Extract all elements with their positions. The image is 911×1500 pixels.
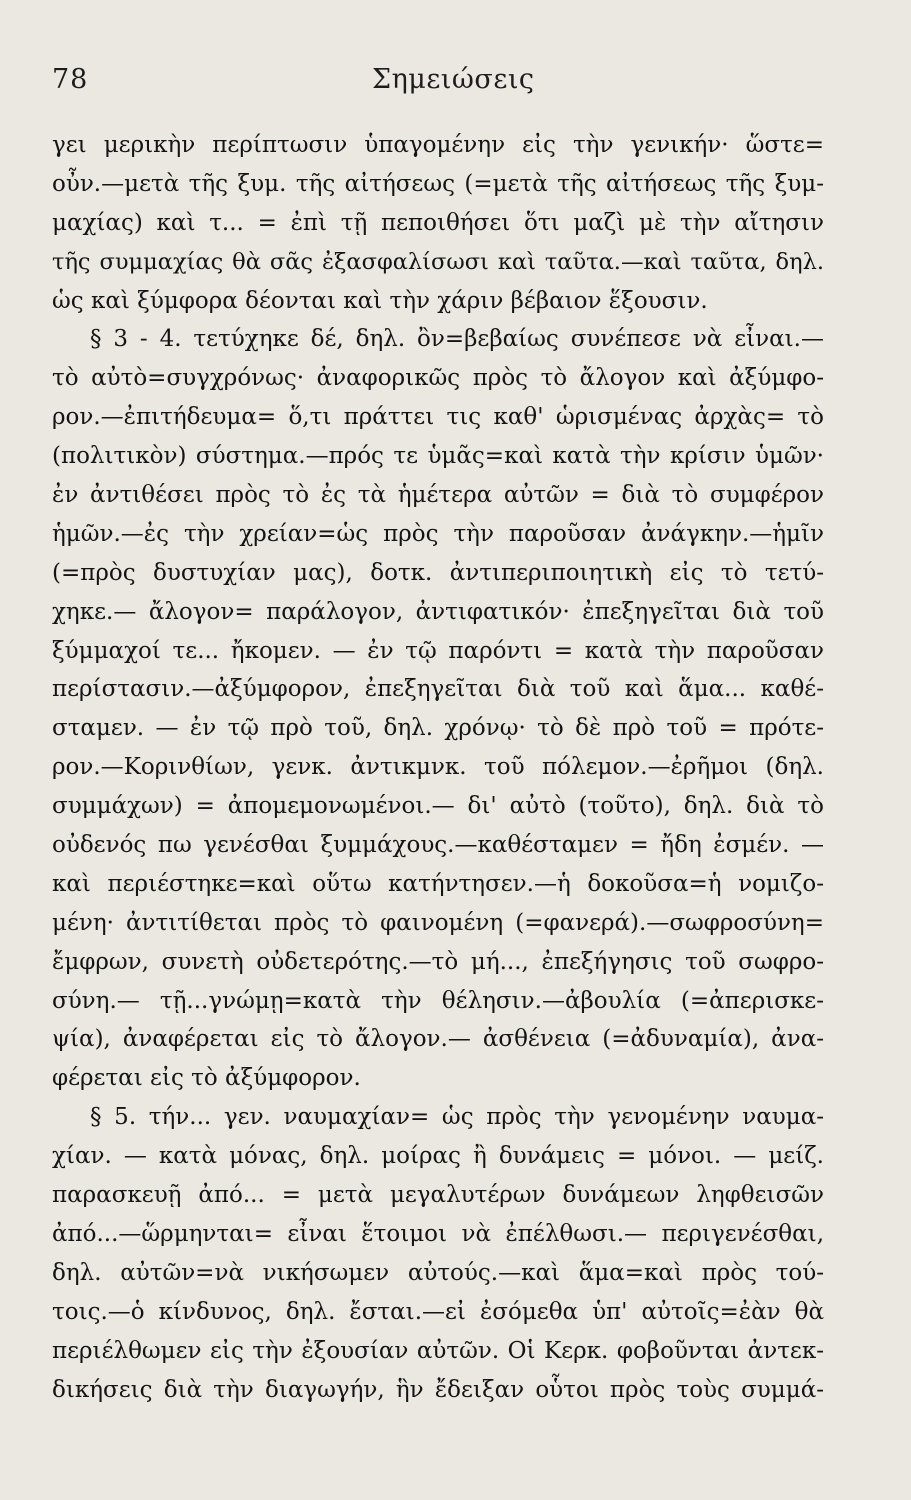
text-line: ρον.—ἐπιτήδευμα= ὅ,τι πράττει τις καθ' ὡρισμένας ἀρχὰς= τὸ <box>52 404 824 431</box>
text-line: δικήσεις διὰ τὴν διαγωγήν, ἣν ἔδειξαν οὗτοι πρὸς τοὺς συμμά- <box>52 1376 824 1403</box>
text-line: ρον.—Κορινθίων, γενκ. ἀντικμνκ. τοῦ πόλεμον.—ἐρῆμοι (δηλ. <box>52 754 824 781</box>
text-line: περιέλθωμεν εἰς τὴν ἐξουσίαν αὐτῶν. Οἱ Κερκ. φοβοῦνται ἀντεκ- <box>52 1337 824 1364</box>
text-line: ἐν ἀντιθέσει πρὸς τὸ ἐς τὰ ἡμέτερα αὐτῶν = διὰ τὸ συμφέρον <box>52 482 824 509</box>
text-line: χίαν. — κατὰ μόνας, δηλ. μοίρας ἢ δυνάμεις = μόνοι. — μείζ. <box>52 1143 824 1170</box>
running-head: Σημειώσεις <box>372 64 535 95</box>
text-line: τὸ αὐτὸ=συγχρόνως· ἀναφορικῶς πρὸς τὸ ἄλογον καὶ ἀξύμφο- <box>52 365 824 392</box>
page-number: 78 <box>52 64 89 95</box>
text-line: γει μερικὴν περίπτωσιν ὑπαγομένην εἰς τὴν γενικήν· ὥστε= <box>52 132 824 158</box>
text-line: χηκε.— ἄλογον= παράλογον, ἀντιφατικόν· ἐπεξηγεῖται διὰ τοῦ <box>52 598 824 625</box>
text-line: τοις.—ὁ κίνδυνος, δηλ. ἔσται.—εἰ ἐσόμεθα ὑπ' αὐτοῖς=ἐὰν θὰ <box>52 1298 824 1325</box>
text-line: οὐδενός πω γενέσθαι ξυμμάχους.—καθέσταμεν = ἤδη ἐσμέν. — <box>52 832 824 859</box>
section-line: § 5. τήν... γεν. ναυμαχίαν= ὡς πρὸς τὴν γενομένην ναυμα- <box>90 1104 824 1131</box>
text-line: σύνη.— τῇ...γνώμῃ=κατὰ τὴν θέλησιν.—ἀβουλία (=ἀπερισκε- <box>52 987 824 1014</box>
text-line: δηλ. αὐτῶν=νὰ νικήσωμεν αὐτούς.—καὶ ἅμα=καὶ πρὸς τού- <box>52 1259 824 1286</box>
text-line: σταμεν. — ἐν τῷ πρὸ τοῦ, δηλ. χρόνῳ· τὸ δὲ πρὸ τοῦ = πρότε- <box>52 715 824 742</box>
text-line: ἀπό...—ὥρμηνται= εἶναι ἕτοιμοι νὰ ἐπέλθωσι.— περιγενέσθαι, <box>52 1220 824 1247</box>
text-line: ψία), ἀναφέρεται εἰς τὸ ἄλογον.— ἀσθένεια (=ἀδυναμία), ἀνα- <box>52 1026 824 1053</box>
text-line: φέρεται εἰς τὸ ἀξύμφορον. <box>52 1065 361 1092</box>
text-line: συμμάχων) = ἀπομεμονωμένοι.— δι' αὐτὸ (τοῦτο), δηλ. διὰ τὸ <box>52 793 824 820</box>
text-line: μαχίας) καὶ τ... = ἐπὶ τῇ πεποιθήσει ὅτι μαζὶ μὲ τὴν αἴτησιν <box>52 209 824 236</box>
text-line: περίστασιν.—ἀξύμφορον, ἐπεξηγεῖται διὰ τοῦ καὶ ἅμα... καθέ- <box>52 676 824 703</box>
text-line: ἔμφρων, συνετὴ οὐδετερότης.—τὸ μή..., ἐπεξήγησις τοῦ σωφρο- <box>52 948 824 975</box>
notes-body <box>52 126 824 1409</box>
text-line: ἡμῶν.—ἐς τὴν χρείαν=ὡς πρὸς τὴν παροῦσαν ἀνάγκην.—ἡμῖν <box>52 520 824 547</box>
text-line: καὶ περιέστηκε=καὶ οὕτω κατήντησεν.—ἡ δοκοῦσα=ἡ νομιζο- <box>52 870 824 897</box>
text-line: μένη· ἀντιτίθεται πρὸς τὸ φαινομένη (=φανερά).—σωφροσύνη= <box>52 909 824 936</box>
text-line: ξύμμαχοί τε... ἤκομεν. — ἐν τῷ παρόντι = κατὰ τὴν παροῦσαν <box>52 637 824 664</box>
text-line: παρασκευῇ ἀπό... = μετὰ μεγαλυτέρων δυνάμεων ληφθεισῶν <box>52 1182 824 1209</box>
text-line: ὡς καὶ ξύμφορα δέονται καὶ τὴν χάριν βέβαιον ἕξουσιν. <box>52 287 708 314</box>
section-line: § 3 - 4. τετύχηκε δέ, δηλ. ὂν=βεβαίως συνέπεσε νὰ εἶναι.— <box>90 326 824 353</box>
text-line: (πολιτικὸν) σύστημα.—πρός τε ὑμᾶς=καὶ κατὰ τὴν κρίσιν ὑμῶν· <box>52 443 824 470</box>
text-line: τῆς συμμαχίας θὰ σᾶς ἐξασφαλίσωσι καὶ ταῦτα.—καὶ ταῦτα, δηλ. <box>52 248 824 275</box>
text-line: (=πρὸς δυστυχίαν μας), δοτκ. ἀντιπεριποιητικὴ εἰς τὸ τετύ- <box>52 559 824 586</box>
text-line: οὖν.—μετὰ τῆς ξυμ. τῆς αἰτήσεως (=μετὰ τῆς αἰτήσεως τῆς ξυμ- <box>52 170 824 197</box>
page-header <box>0 64 911 104</box>
